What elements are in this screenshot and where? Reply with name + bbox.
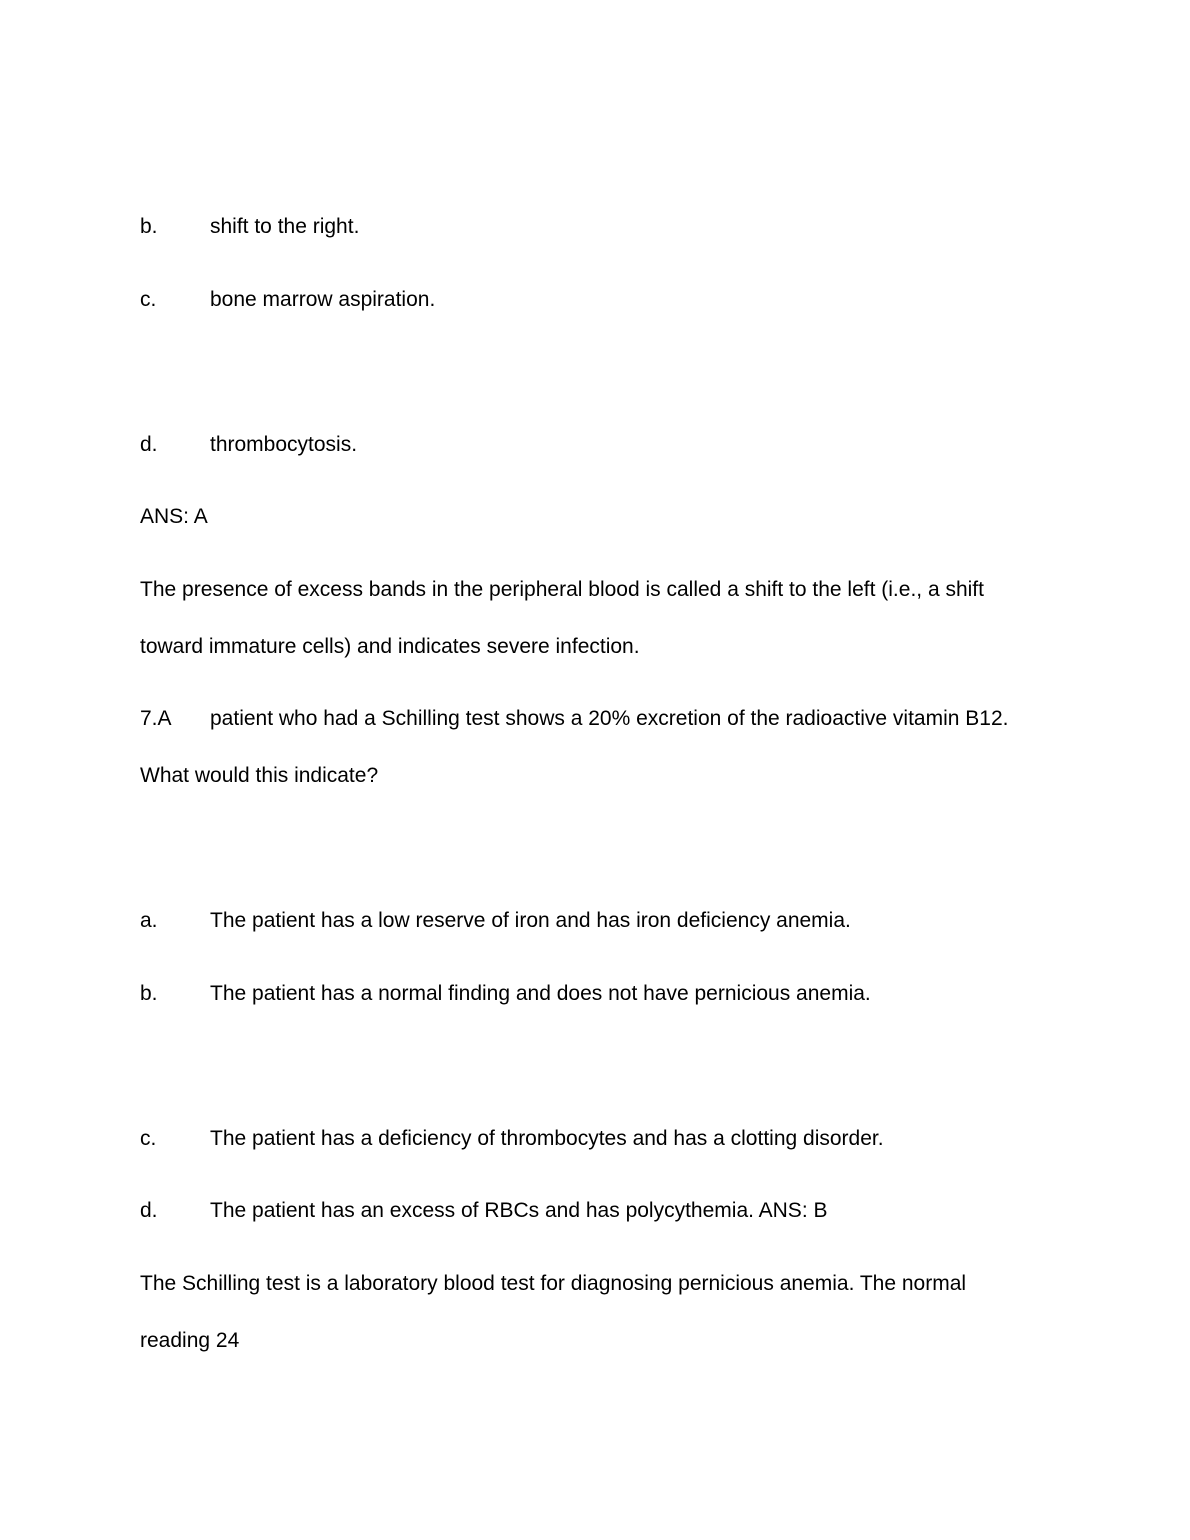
option-text: shift to the right. — [210, 215, 360, 238]
option-letter: b. — [140, 215, 158, 238]
option-text: thrombocytosis. — [210, 433, 358, 456]
option-letter: c. — [140, 288, 157, 311]
option-letter: b. — [140, 982, 158, 1005]
q7-option-d — [140, 1198, 828, 1224]
option-letter: d. — [140, 1199, 158, 1222]
q6-rationale-line2: toward immature cells) and indicates severe infection. — [140, 635, 640, 658]
q7-stem — [140, 706, 1008, 732]
q7-option-a — [140, 908, 851, 934]
q7-option-c — [140, 1126, 884, 1152]
q6-rationale-line1: The presence of excess bands in the peripheral blood is called a shift to the left (i.e., a shift — [140, 578, 984, 601]
q6-option-b — [140, 214, 359, 240]
q7-rationale-line1: The Schilling test is a laboratory blood test for diagnosing pernicious anemia. The normal — [140, 1272, 967, 1295]
q6-option-c — [140, 287, 435, 313]
q7-rationale-line2: reading 24 — [140, 1329, 240, 1352]
option-text: bone marrow aspiration. — [210, 288, 436, 311]
q7-stem-line2: What would this indicate? — [140, 764, 379, 787]
q6-answer: ANS: A — [140, 505, 208, 528]
option-text: The patient has a normal finding and does not have pernicious anemia. — [210, 982, 871, 1005]
q6-option-d — [140, 432, 357, 458]
option-letter: a. — [140, 909, 158, 932]
question-stem-text: patient who had a Schilling test shows a 20% excretion of the radioactive vitamin B12. — [210, 707, 1009, 730]
option-text: The patient has a low reserve of iron and has iron deficiency anemia. — [210, 909, 851, 932]
q7-option-b — [140, 981, 871, 1007]
option-letter: c. — [140, 1127, 157, 1150]
question-number: 7.A — [140, 707, 172, 730]
option-letter: d. — [140, 433, 158, 456]
option-text: The patient has a deficiency of thrombocytes and has a clotting disorder. — [210, 1127, 884, 1150]
option-text: The patient has an excess of RBCs and has polycythemia. ANS: B — [210, 1199, 828, 1222]
